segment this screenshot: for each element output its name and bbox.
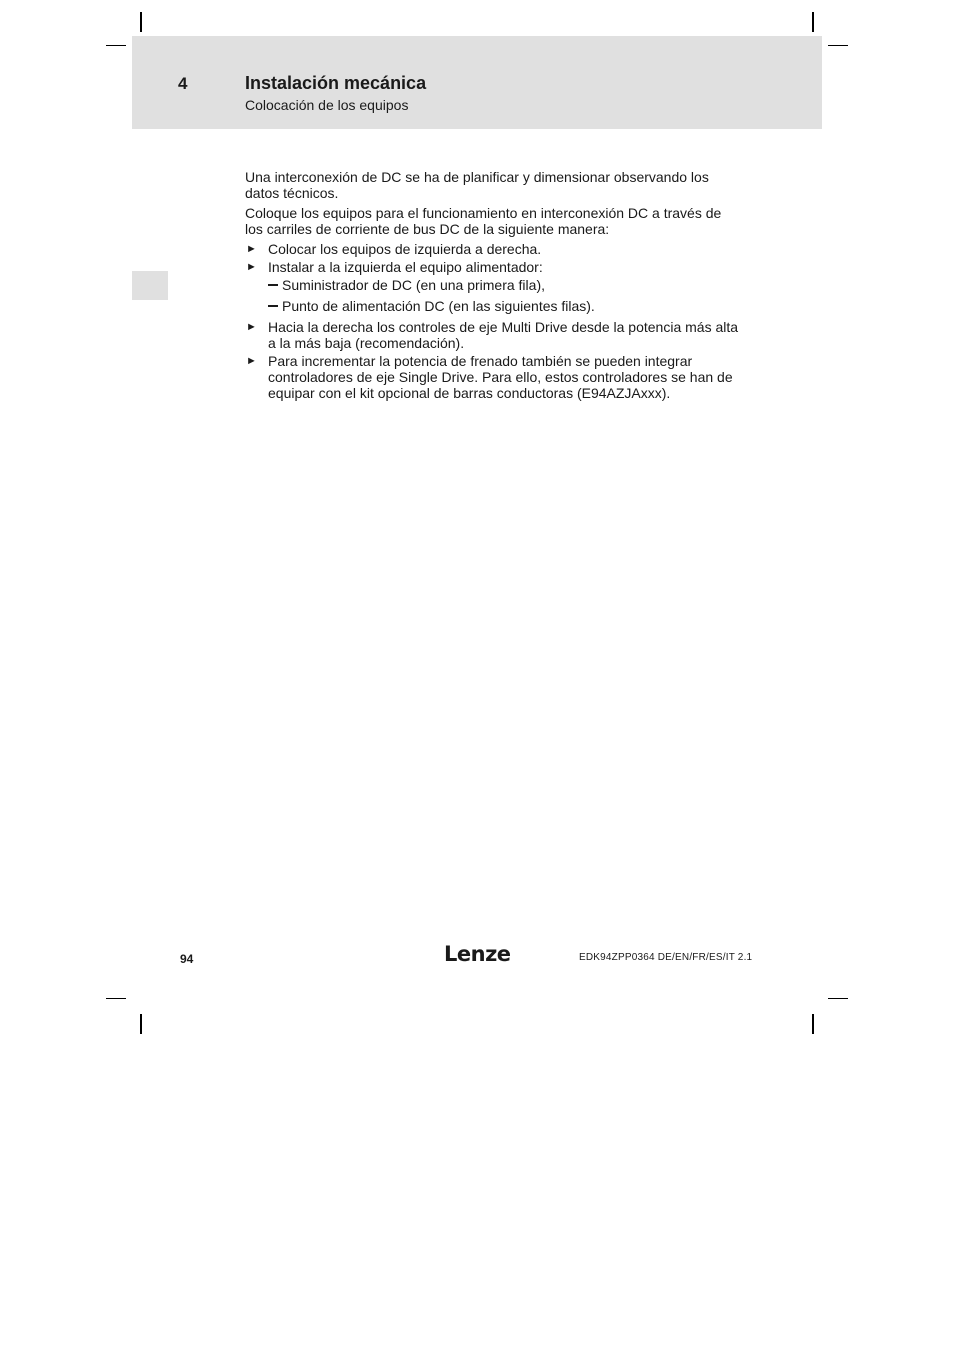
bullet-text: Hacia la derecha los controles de eje Multi Drive desde la potencia más alta a la más baja (recomendación). — [268, 319, 739, 351]
chapter-title: Instalación mecánica — [245, 73, 427, 93]
bullet-text: Instalar a la izquierda el equipo alimentador: — [268, 259, 543, 275]
lenze-logo: Lenze — [444, 942, 511, 966]
paragraph: Una interconexión de DC se ha de planificar y dimensionar observando los datos técnicos. — [245, 169, 709, 201]
body-content — [245, 169, 740, 403]
bullet-arrow-icon: ► — [246, 355, 257, 367]
bullet-arrow-icon: ► — [246, 321, 257, 333]
side-tab-marker — [132, 271, 168, 300]
bullet-item — [245, 259, 740, 314]
bullet-item — [245, 353, 740, 401]
crop-mark — [812, 12, 814, 32]
sub-list — [268, 277, 740, 314]
paragraph: Coloque los equipos para el funcionamiento en interconexión DC a través de los carriles de corriente de bus DC de la siguiente manera: — [245, 205, 722, 237]
crop-mark — [812, 1014, 814, 1034]
crop-mark — [140, 1014, 142, 1034]
crop-mark — [106, 998, 126, 999]
page-number: 94 — [180, 952, 194, 966]
chapter-header — [132, 36, 822, 129]
crop-mark — [140, 12, 142, 32]
bullet-item — [245, 319, 740, 351]
chapter-number: 4 — [178, 74, 188, 93]
document-code: EDK94ZPP0364 DE/EN/FR/ES/IT 2.1 — [579, 952, 753, 963]
crop-mark — [106, 45, 126, 46]
bullet-arrow-icon: ► — [246, 261, 257, 273]
sub-item — [268, 298, 740, 314]
dash-icon — [268, 284, 278, 286]
bullet-list — [245, 241, 740, 401]
sub-item-text: Suministrador de DC (en una primera fila), — [282, 277, 545, 293]
bullet-text: Para incrementar la potencia de frenado también se pueden integrar controladores de eje Single Drive. Para ello, estos controladores se han de equipar con el kit opcional de barras conductoras (E94AZJAxxx). — [268, 353, 733, 401]
chapter-subtitle: Colocación de los equipos — [245, 97, 409, 113]
bullet-item — [245, 241, 740, 257]
dash-icon — [268, 305, 278, 307]
crop-mark — [828, 998, 848, 999]
bullet-text: Colocar los equipos de izquierda a derecha. — [268, 241, 542, 257]
crop-mark — [828, 45, 848, 46]
sub-item — [268, 277, 740, 293]
sub-item-text: Punto de alimentación DC (en las siguientes filas). — [282, 298, 595, 314]
bullet-arrow-icon: ► — [246, 243, 257, 255]
